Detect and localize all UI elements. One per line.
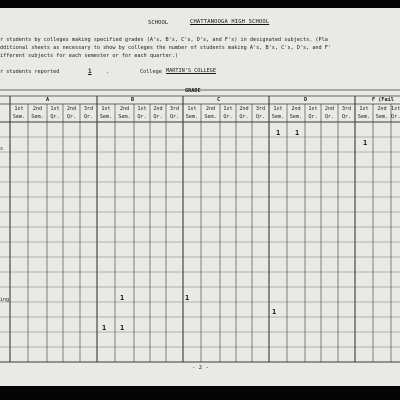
grade-entry: 1: [102, 324, 107, 332]
school-name: CHATTANOOGA HIGH SCHOOL: [190, 19, 270, 25]
column-header: 3rd Qr.: [255, 106, 266, 120]
grade-group-b: B: [131, 97, 135, 103]
row-label: ing: [0, 297, 10, 303]
column-header: 1st Qr.: [50, 106, 60, 120]
grade-entry: 1: [120, 294, 125, 302]
column-header: 1st Sem.: [357, 106, 371, 120]
grade-entry: 1: [276, 129, 281, 137]
college-label: College: [140, 69, 162, 75]
students-reported-label: r students reported: [0, 69, 60, 75]
column-header: 1st Qr.: [137, 106, 147, 120]
grade-entry: 1: [295, 129, 300, 137]
grade-group-d: D: [304, 97, 308, 103]
column-header: 3rd Qr.: [83, 106, 94, 120]
column-header: 2nd Sem.: [31, 106, 44, 120]
instructions-line-2: dditional sheets as necessary to show by colleges the number of students making A's, B's, C's, D's, and F': [0, 45, 332, 51]
column-header: 1st Qr.: [223, 106, 233, 120]
row-label: s: [0, 146, 4, 152]
grade-entry: 1: [363, 139, 368, 147]
column-header: 1st Qr.: [308, 106, 318, 120]
grade-entry: 1: [120, 324, 125, 332]
column-header: 1st Sem.: [185, 106, 199, 120]
column-header: 2nd Sem.: [118, 106, 131, 120]
school-label: SCHOOL: [148, 20, 169, 26]
column-header: 2nd Sem.: [375, 106, 389, 120]
grade-group-c: C: [217, 97, 221, 103]
column-header: 1st Sem.: [12, 106, 26, 120]
column-header: 2nd Qr.: [324, 106, 335, 120]
column-header: 2nd Qr.: [153, 106, 163, 120]
instructions-line-1: r students by colleges making specified grades (A's, B's, C's, D's, and F's) in designated subjects. (Pla: [0, 37, 328, 43]
students-reported-period: .: [106, 69, 110, 75]
column-header: 3rd Qr.: [341, 106, 352, 120]
page-number: - 2 -: [192, 365, 209, 371]
column-header: 1st Sem.: [271, 106, 285, 120]
grade-heading: GRADE: [185, 88, 201, 94]
column-header: 1st Sem.: [99, 106, 113, 120]
column-header: 2nd Qr.: [239, 106, 249, 120]
grade-entry: 1: [185, 294, 190, 302]
column-header: 3rd Qr.: [169, 106, 180, 120]
grade-group-f: F (Fail: [372, 97, 394, 103]
grade-entry: 1: [272, 308, 277, 316]
instructions-line-3: ifferent subjects for each semester or for each quarter.): [0, 53, 179, 59]
column-header: 2nd Sem.: [204, 106, 217, 120]
column-header: 2nd Sem.: [289, 106, 303, 120]
students-reported-value: 1: [88, 68, 92, 75]
column-header: 1st Qr.: [391, 106, 400, 120]
grade-group-a: A: [46, 97, 50, 103]
column-header: 2nd Qr.: [66, 106, 77, 120]
college-name: MARTIN'S COLLEGE: [166, 68, 216, 74]
